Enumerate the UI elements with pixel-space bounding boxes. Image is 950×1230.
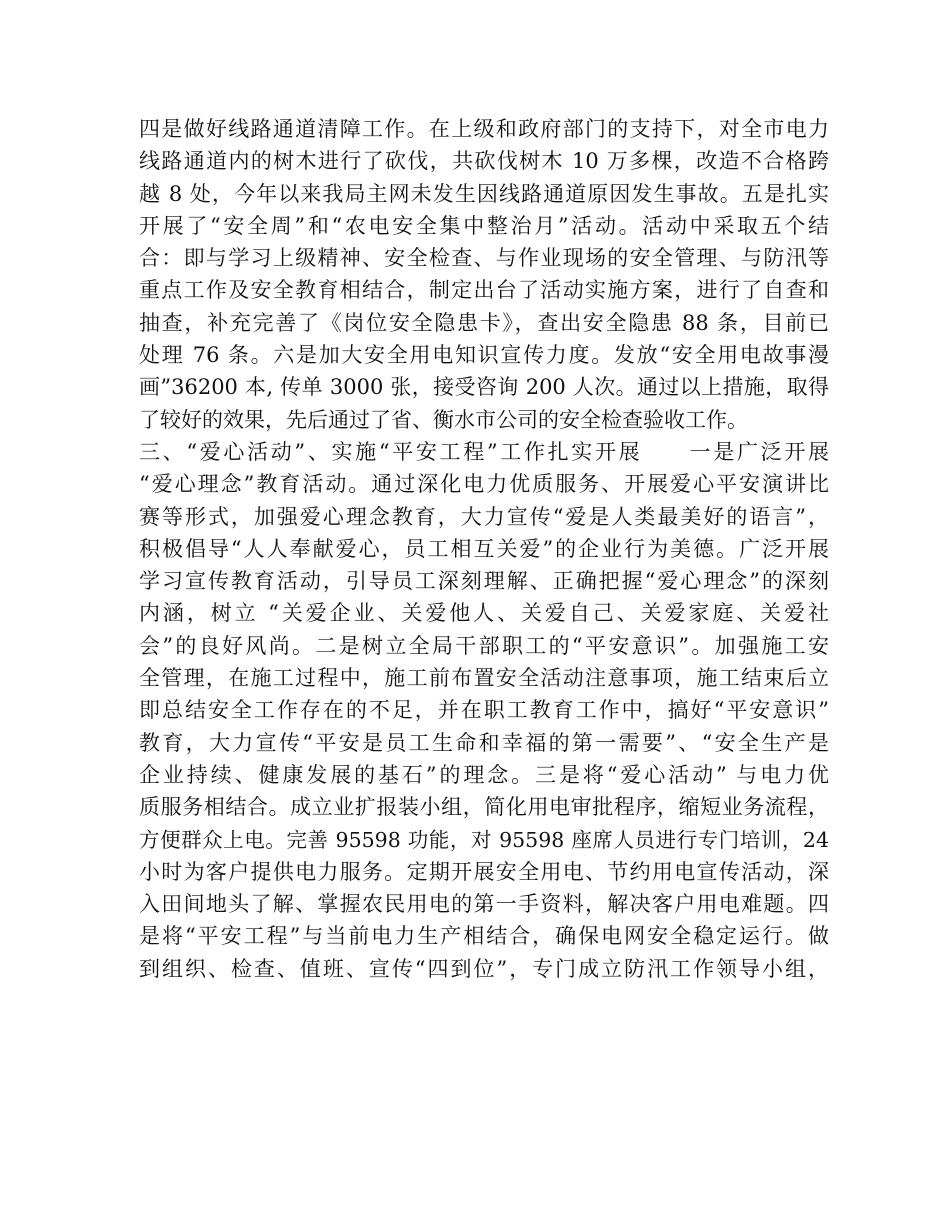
text-line: 线路通道内的树木进行了砍伐，共砍伐树木 10 万多棵，改造不合格跨 [139,149,829,174]
text-line: 教育，大力宣传“平安是员工生命和幸福的第一需要”、“安全生产是 [139,730,829,755]
text-line: 处理 76 条。六是加大安全用电知识宣传力度。发放“安全用电故事漫 [139,343,829,368]
text-line: 画”36200 本, 传单 3000 张，接受咨询 200 人次。通过以上措施，取得 [139,375,829,400]
text-line: 内涵，树立 “关爱企业、关爱他人、关爱自己、关爱家庭、关爱社 [139,601,829,626]
text-line: 入田间地头了解、掌握农民用电的第一手资料，解决客户用电难题。四 [139,892,829,917]
text-line: 开展了“安全周”和“农电安全集中整治月”活动。活动中采取五个结 [139,213,829,238]
text-line: 越 8 处，今年以来我局主网未发生因线路通道原因发生事故。五是扎实 [139,181,829,206]
text-line: 小时为客户提供电力服务。定期开展安全用电、节约用电宣传活动，深 [139,859,829,884]
section-heading-line: 三、“爱心活动”、实施“平安工程”工作扎实开展 一是广泛开展 [139,439,829,464]
text-line: 会”的良好风尚。二是树立全局干部职工的“平安意识”。加强施工安 [139,633,829,658]
text-line: 了较好的效果，先后通过了省、衡水市公司的安全检查验收工作。 [139,407,748,432]
text-line: 积极倡导“人人奉献爱心，员工相互关爱”的企业行为美德。广泛开展 [139,536,829,561]
text-line: “爱心理念”教育活动。通过深化电力优质服务、开展爱心平安演讲比 [139,472,829,497]
text-line: 抽查，补充完善了《岗位安全隐患卡》，查出安全隐患 88 条，目前已 [139,310,829,335]
text-line: 全管理，在施工过程中，施工前布置安全活动注意事项，施工结束后立 [139,666,829,691]
text-line: 赛等形式，加强爱心理念教育，大力宣传“爱是人类最美好的语言”， [139,504,829,529]
text-line: 是将“平安工程”与当前电力生产相结合，确保电网安全稳定运行。做 [139,924,829,949]
body-text [139,113,829,985]
text-line: 合：即与学习上级精神、安全检查、与作业现场的安全管理、与防汛等 [139,246,829,271]
text-line: 方便群众上电。完善 95598 功能，对 95598 座席人员进行专门培训，24 [139,827,829,852]
text-line: 质服务相结合。成立业扩报装小组，简化用电审批程序，缩短业务流程， [139,795,829,820]
text-line: 即总结安全工作存在的不足，并在职工教育工作中，搞好“平安意识” [139,698,829,723]
text-line: 企业持续、健康发展的基石”的理念。三是将“爱心活动” 与电力优 [139,762,829,787]
text-line: 学习宣传教育活动，引导员工深刻理解、正确把握“爱心理念”的深刻 [139,569,829,594]
text-line: 重点工作及安全教育相结合，制定出台了活动实施方案，进行了自查和 [139,278,829,303]
text-line: 四是做好线路通道清障工作。在上级和政府部门的支持下，对全市电力 [139,117,829,141]
text-line: 到组织、检查、值班、宣传“四到位”，专门成立防汛工作领导小组， [139,956,829,981]
